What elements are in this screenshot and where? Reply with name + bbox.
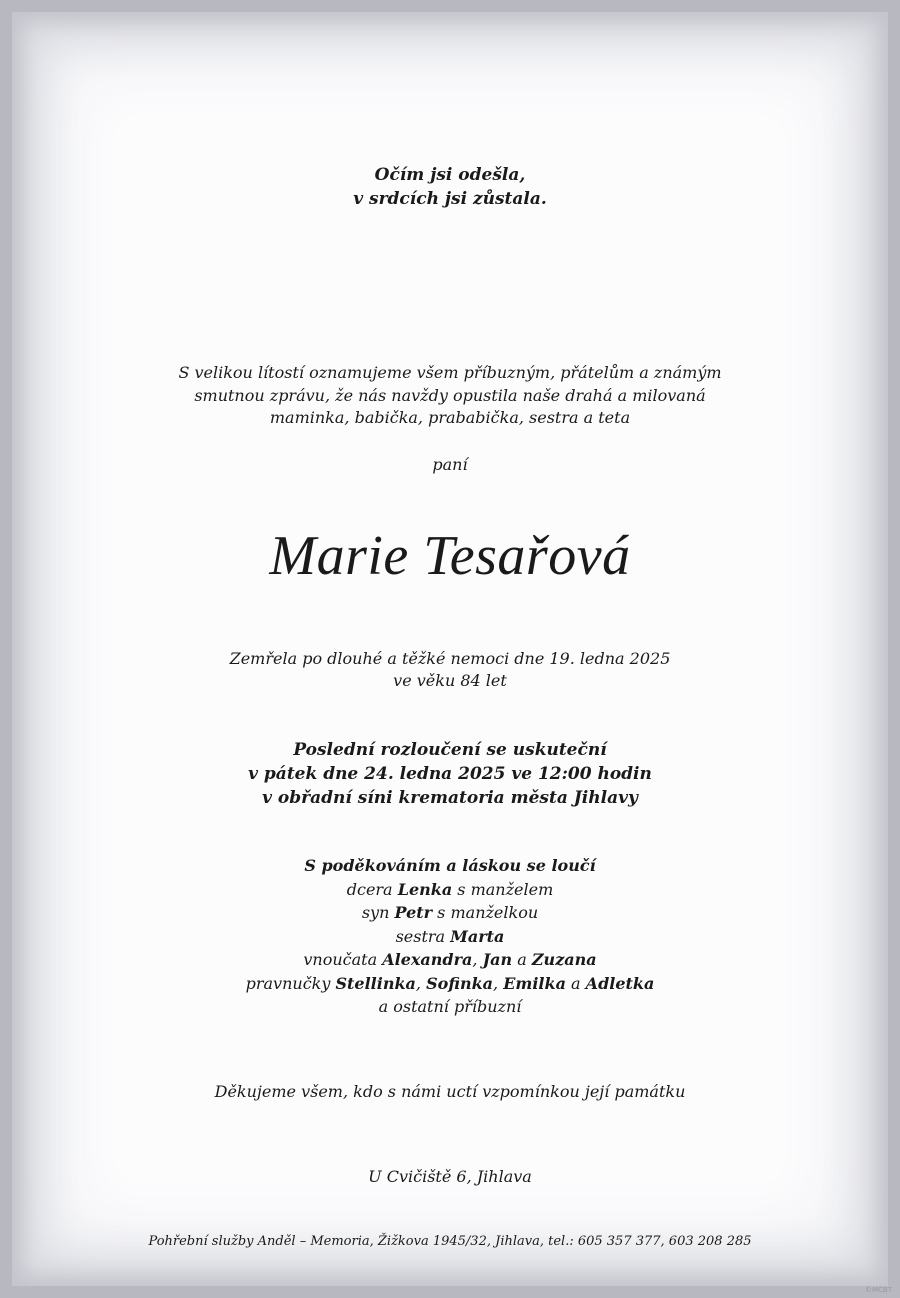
mourner-row <box>0 901 900 925</box>
relation: syn <box>361 903 395 922</box>
ceremony-info <box>0 738 900 810</box>
relation: sestra <box>395 926 451 946</box>
mourner-name: Stellinka <box>335 973 416 993</box>
relation: dcera <box>346 879 398 899</box>
deceased-name: Marie Tesařová <box>269 525 631 587</box>
motto-line: v srdcích jsi zůstala. <box>353 189 547 209</box>
mourner-row <box>0 948 900 972</box>
mourner-name: Jan <box>482 950 513 969</box>
corner-mark: ©MCBT <box>864 1286 892 1294</box>
relation-suffix: s manželem <box>452 879 554 899</box>
funeral-service-footer: Pohřební služby Anděl – Memoria, Žižkova 1945/32, Jihlava, tel.: 605 357 377, 603 208 285 <box>148 1234 752 1249</box>
relation: vnoučata <box>303 950 383 969</box>
announcement <box>0 362 900 430</box>
ceremony-line: v obřadní síni krematoria města Jihlavy <box>262 788 638 808</box>
address: U Cvičiště 6, Jihlava <box>368 1167 532 1186</box>
motto-line: Očím jsi odešla, <box>374 165 526 185</box>
relation: pravnučky <box>245 973 336 993</box>
separator: a <box>565 973 586 993</box>
mourner-name: Marta <box>450 926 505 946</box>
mourner-name: Alexandra <box>382 950 473 969</box>
mourner-row <box>0 878 900 902</box>
death-info-line: ve věku 84 let <box>393 671 507 690</box>
mourner-name: Emilka <box>503 973 566 993</box>
mourners-closing: a ostatní příbuzní <box>378 997 522 1016</box>
announcement-line: maminka, babička, prababička, sestra a teta <box>269 408 631 427</box>
death-info-line: Zemřela po dlouhé a těžké nemoci dne 19. ledna 2025 <box>229 649 671 668</box>
separator: , <box>493 973 504 993</box>
mourner-row <box>0 972 900 996</box>
separator: , <box>415 973 427 993</box>
announcement-line: S velikou lítostí oznamujeme všem příbuzným, přátelům a známým <box>178 363 722 382</box>
mourners-lead: S poděkováním a láskou se loučí <box>304 856 596 875</box>
relation-suffix: s manželkou <box>432 903 539 922</box>
separator: a <box>512 950 532 969</box>
mourner-name: Adletka <box>585 973 655 993</box>
honorific: paní <box>432 455 468 474</box>
mourner-name: Zuzana <box>531 950 597 969</box>
mourner-name: Lenka <box>397 879 453 899</box>
death-info <box>0 648 900 692</box>
announcement-line: smutnou zprávu, že nás navždy opustila naše drahá a milovaná <box>194 385 706 405</box>
thanks-line: Děkujeme všem, kdo s námi uctí vzpomínkou její památku <box>214 1082 686 1101</box>
mourner-name: Sofinka <box>426 973 494 993</box>
ceremony-line: v pátek dne 24. ledna 2025 ve 12:00 hodin <box>248 764 652 784</box>
mourner-name: Petr <box>394 903 433 922</box>
mourner-row <box>0 925 900 949</box>
motto <box>0 163 900 211</box>
separator: , <box>472 950 483 969</box>
ceremony-line: Poslední rozloučení se uskuteční <box>293 740 607 760</box>
mourners <box>0 854 900 1019</box>
